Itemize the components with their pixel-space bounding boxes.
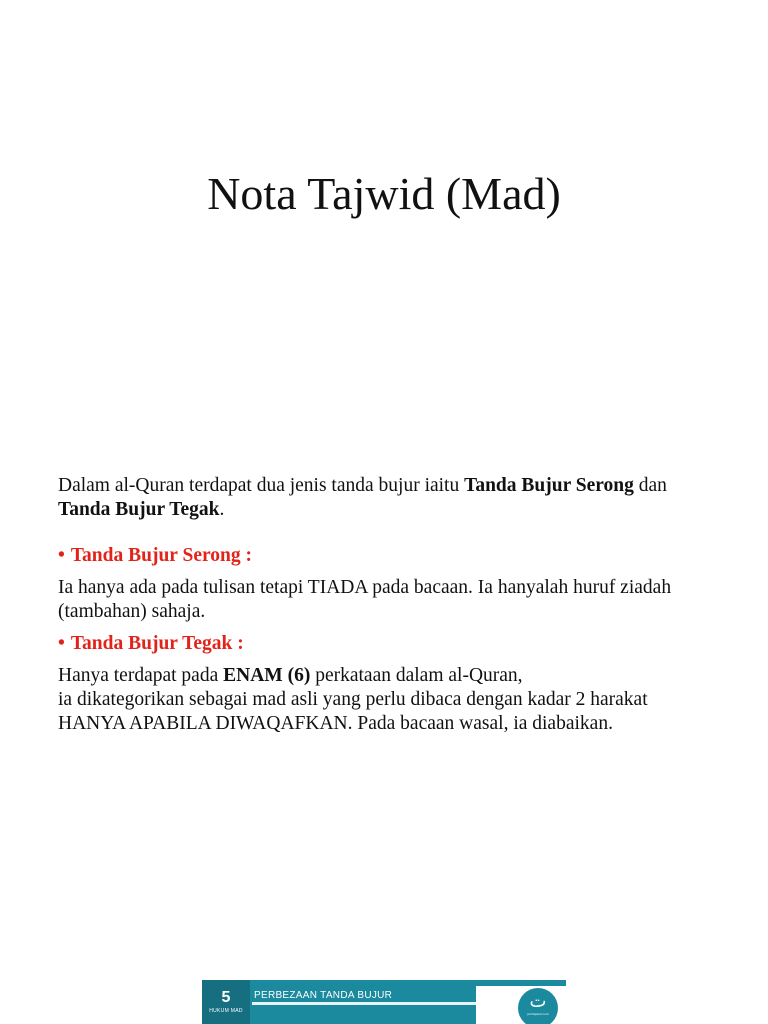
banner-number-block bbox=[202, 980, 250, 1024]
banner-number-sub: HUKUM MAD bbox=[209, 1008, 243, 1014]
banner-number: 5 bbox=[221, 989, 231, 1006]
section-heading-tegak bbox=[58, 632, 710, 656]
logo-glyph: ت bbox=[529, 991, 547, 1012]
bottom-banner bbox=[202, 980, 566, 1024]
section-heading-text: Tanda Bujur Tegak : bbox=[70, 633, 244, 654]
tegak-text-1: Hanya terdapat pada bbox=[58, 665, 224, 686]
section-text-tegak bbox=[58, 664, 710, 736]
intro-bold-1: Tanda Bujur Serong bbox=[464, 475, 634, 496]
logo-icon bbox=[518, 988, 558, 1024]
bullet-icon: • bbox=[58, 545, 65, 566]
intro-text-2: dan bbox=[633, 475, 667, 496]
intro-text-1: Dalam al-Quran terdapat dua jenis tanda bujur iaitu bbox=[58, 475, 465, 496]
intro-paragraph bbox=[58, 474, 710, 522]
tegak-bold: ENAM (6) bbox=[223, 665, 311, 686]
section-text-serong: Ia hanya ada pada tulisan tetapi TIADA pada bacaan. Ia hanyalah huruf ziadah (tambahan) sahaja. bbox=[58, 577, 672, 622]
section-heading-serong bbox=[58, 544, 710, 568]
intro-text-3: . bbox=[219, 499, 225, 520]
tegak-text-3: ia dikategorikan sebagai mad asli yang perlu dibaca dengan kadar 2 harakat HANYA APABILA DIWAQAFKAN. Pada bacaan wasal, ia diabaikan. bbox=[58, 689, 648, 734]
intro-bold-2: Tanda Bujur Tegak bbox=[58, 499, 220, 520]
bullet-icon: • bbox=[58, 633, 65, 654]
logo-text: jomtajwid.com bbox=[527, 1012, 549, 1016]
tegak-text-2: perkataan dalam al-Quran, bbox=[310, 665, 523, 686]
section-heading-text: Tanda Bujur Serong : bbox=[70, 545, 252, 566]
banner-label: PERBEZAAN TANDA BUJUR bbox=[254, 990, 393, 1001]
content-body bbox=[58, 474, 710, 744]
page-title: Nota Tajwid (Mad) bbox=[207, 168, 561, 219]
banner-stripe bbox=[252, 1002, 496, 1005]
